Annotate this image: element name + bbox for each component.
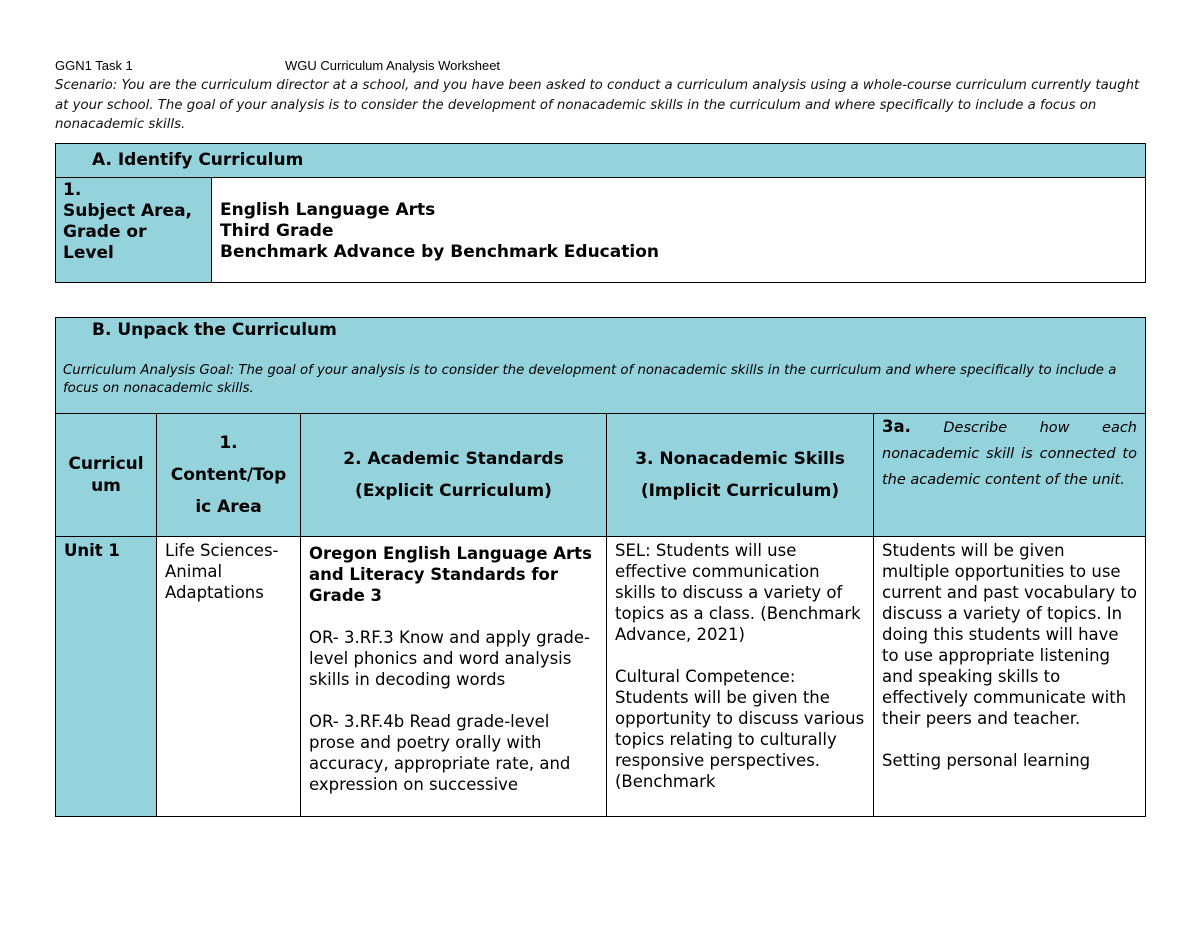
col-curriculum-a: Curricul	[68, 454, 144, 474]
unit-cell	[56, 537, 157, 817]
col-describe-num: 3a.	[882, 417, 911, 436]
standards-title: Oregon English Language Arts and Literacy Standards for Grade 3	[309, 544, 592, 605]
col-header-curriculum	[56, 414, 157, 537]
standards-cell	[301, 537, 607, 817]
col-describe-text: Describe how each nonacademic skill is connected to the academic content of the unit.	[882, 420, 1137, 488]
col-header-academic	[301, 414, 607, 537]
subject-area-label	[56, 178, 212, 283]
grade-value: Third Grade	[220, 221, 334, 241]
standard-rf3: OR- 3.RF.3 Know and apply grade-level phonics and word analysis skills in decoding words	[309, 628, 591, 689]
describe-cell	[874, 537, 1146, 817]
unit-label: Unit 1	[64, 541, 120, 560]
describe-connection: Students will be given multiple opportunities to use current and past vocabulary to discuss a variety of topics. In doing this students will have to use appropriate listening and speaking skills to effectively communicate with their peers and teacher.	[882, 541, 1137, 728]
label-line-3: Level	[63, 243, 114, 263]
col-academic-b: (Explicit Curriculum)	[355, 481, 552, 501]
analysis-goal-text: Curriculum Analysis Goal: The goal of your analysis is to consider the development of nonacademic skills in the curriculum and where specifically to include a focus on nonacademic skills.	[63, 363, 1117, 396]
skill-cultural-competence: Cultural Competence: Students will be given the opportunity to discuss various topics relating to culturally responsive perspectives. (Benchmark	[615, 667, 865, 791]
standard-rf4b: OR- 3.RF.4b Read grade-level prose and poetry orally with accuracy, appropriate rate, and expression on successive	[309, 712, 571, 794]
col-header-content	[157, 414, 301, 537]
section-a-title: A. Identify Curriculum	[56, 144, 1146, 178]
col-content-b: Content/Top	[170, 465, 287, 485]
col-academic-a: 2. Academic Standards	[343, 449, 564, 469]
program-value: Benchmark Advance by Benchmark Education	[220, 242, 659, 262]
label-line-2: Grade or	[63, 222, 147, 242]
section-b-header	[56, 318, 1146, 414]
identify-curriculum-table	[55, 143, 1146, 283]
section-b-title: B. Unpack the Curriculum	[92, 320, 337, 340]
subject-area-value	[212, 178, 1146, 283]
col-curriculum-b: um	[91, 476, 121, 496]
topic-cell	[157, 537, 301, 817]
col-content-a: 1.	[219, 433, 238, 453]
describe-personal-learning: Setting personal learning	[882, 751, 1091, 770]
task-label: GGN1 Task 1	[55, 58, 133, 73]
topic-text: Life Sciences-Animal Adaptations	[165, 541, 279, 602]
nonacademic-cell	[607, 537, 874, 817]
scenario-text: Scenario: You are the curriculum director at a school, and you have been asked to conduct a curriculum analysis using a whole-course curriculum currently taught at your school. The goal of your analysis is to consider the development of nonacademic skills in the curriculum and where specifically to include a focus on nonacademic skills.	[55, 78, 1140, 132]
label-number: 1.	[63, 180, 82, 200]
col-header-describe	[874, 414, 1146, 537]
label-line-1: Subject Area,	[63, 201, 192, 221]
skill-sel: SEL: Students will use effective communication skills to discuss a variety of topics as a class. (Benchmark Advance, 2021)	[615, 541, 861, 644]
col-content-c: ic Area	[195, 497, 262, 517]
unpack-curriculum-table	[55, 317, 1146, 817]
subject-value: English Language Arts	[220, 200, 436, 220]
worksheet-title: WGU Curriculum Analysis Worksheet	[285, 58, 501, 73]
col-header-nonacademic	[607, 414, 874, 537]
col-nonacademic-a: 3. Nonacademic Skills	[635, 449, 845, 469]
col-nonacademic-b: (Implicit Curriculum)	[640, 481, 840, 501]
